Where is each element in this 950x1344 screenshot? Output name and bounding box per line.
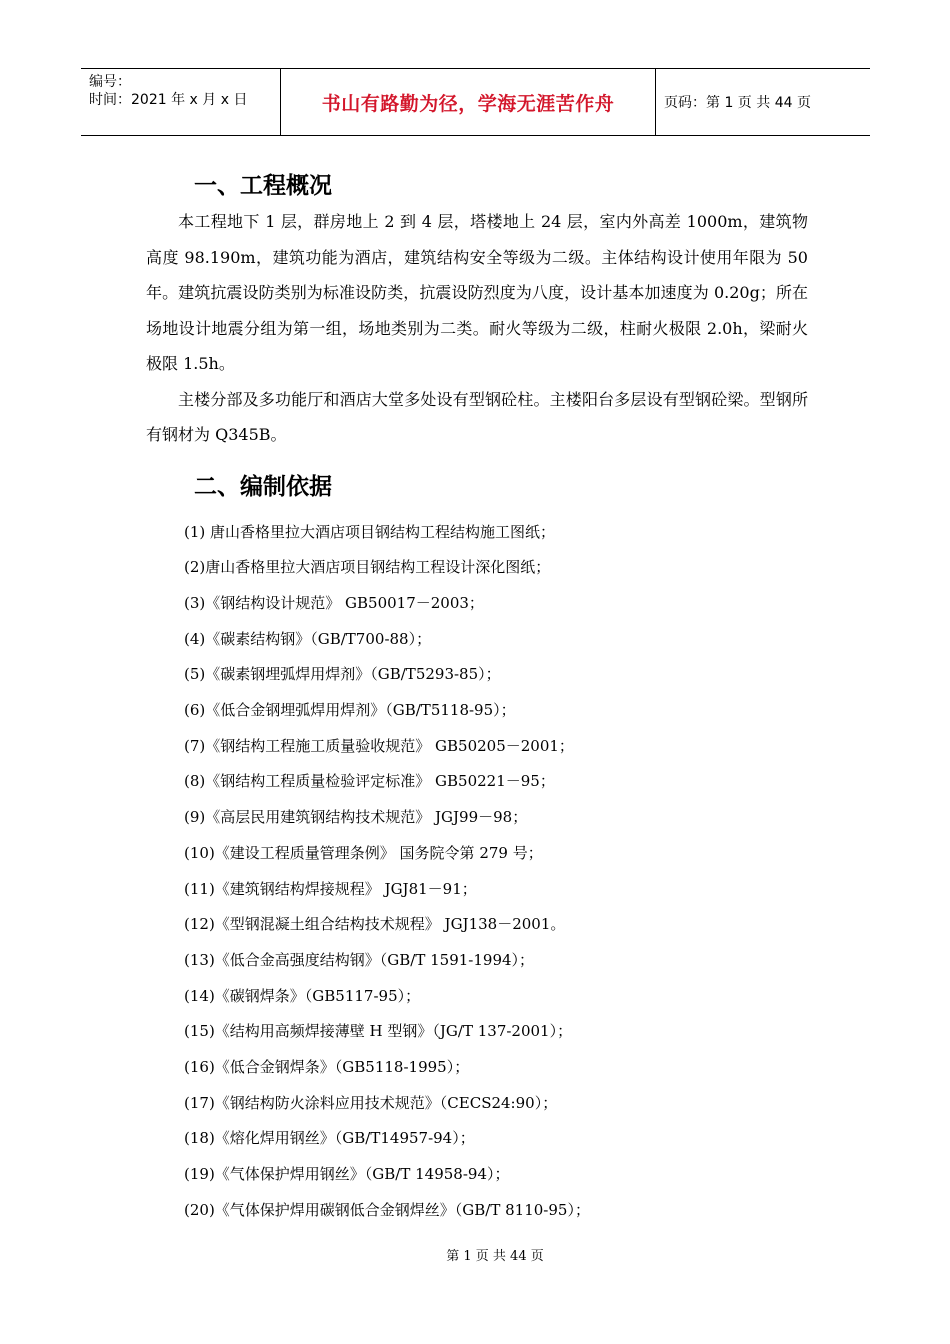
page-header [81, 68, 870, 136]
document-body [146, 168, 808, 1229]
header-meta [81, 69, 281, 135]
overview-paragraph: 本工程地下 1 层，群房地上 2 到 4 层，塔楼地上 24 层，室内外高差 1000m，建筑物高度 98.190m，建筑功能为酒店，建筑结构安全等级为二级。主体结构设计使用年限为 50 年。建筑抗震设防类别为标准设防类，抗震设防烈度为八度，设计基本加速度为 0.20g；所在场地设计地震分组为第一组，场地类别为二类。耐火等级为二级，柱耐火极限 2.0h，梁耐火极限 1.5h。 [146, 212, 808, 373]
list-item: (2)唐山香格里拉大酒店项目钢结构工程设计深化图纸； [184, 558, 551, 577]
overview-paragraph: 主楼分部及多功能厅和酒店大堂多处设有型钢砼柱。主楼阳台多层设有型钢砼梁。型钢所有钢材为 Q345B。 [146, 389, 808, 444]
header-page-info: 页码：第 1 页 共 44 页 [664, 95, 811, 111]
header-motto: 书山有路勤为径，学海无涯苦作舟 [281, 69, 656, 135]
list-item: (9)《高层民用建筑钢结构技术规范》 JGJ99－98； [184, 808, 528, 827]
list-item: (18)《熔化焊用钢丝》（GB/T14957-94）； [184, 1129, 475, 1148]
list-item: (15)《结构用高频焊接薄壁 H 型钢》（JG/T 137-2001）； [184, 1022, 573, 1041]
list-item: (7)《钢结构工程施工质量验收规范》 GB50205－2001； [184, 736, 574, 755]
list-item: (4)《碳素结构钢》（GB/T700-88）； [184, 629, 432, 648]
list-item: (10)《建设工程质量管理条例》 国务院令第 279 号； [184, 843, 543, 862]
time-label: 时间：2021 年 x 月 x 日 [89, 92, 248, 108]
number-label: 编号： [89, 74, 131, 90]
list-item: (6)《低合金钢埋弧焊用焊剂》（GB/T5118-95）； [184, 701, 516, 720]
list-item: (12)《型钢混凝土组合结构技术规程》 JGJ138－2001。 [184, 915, 566, 934]
basis-list [146, 515, 808, 1229]
list-item: (11)《建筑钢结构焊接规程》 JGJ81－91； [184, 879, 477, 898]
list-item: (14)《碳钢焊条》（GB5117-95）； [184, 986, 421, 1005]
list-item: (5)《碳素钢埋弧焊用焊剂》（GB/T5293-85）； [184, 665, 501, 684]
list-item: (8)《钢结构工程质量检验评定标准》 GB50221－95； [184, 772, 555, 791]
list-item: (17)《钢结构防火涂料应用技术规范》（CECS24:90）； [184, 1093, 558, 1112]
page-footer: 第 1 页 共 44 页 [446, 1249, 544, 1264]
section-title-overview: 一、工程概况 [194, 173, 332, 199]
list-item: (19)《气体保护焊用钢丝》（GB/T 14958-94）； [184, 1165, 510, 1184]
section-title-basis: 二、编制依据 [194, 473, 332, 500]
list-item: (16)《低合金钢焊条》（GB5118-1995）； [184, 1058, 470, 1077]
list-item: (20)《气体保护焊用碳钢低合金钢焊丝》（GB/T 8110-95）； [184, 1200, 590, 1219]
list-item: (13)《低合金高强度结构钢》（GB/T 1591-1994）； [184, 950, 535, 969]
list-item: (3)《钢结构设计规范》 GB50017－2003； [184, 593, 484, 612]
list-item: (1) 唐山香格里拉大酒店项目钢结构工程结构施工图纸； [184, 522, 556, 541]
